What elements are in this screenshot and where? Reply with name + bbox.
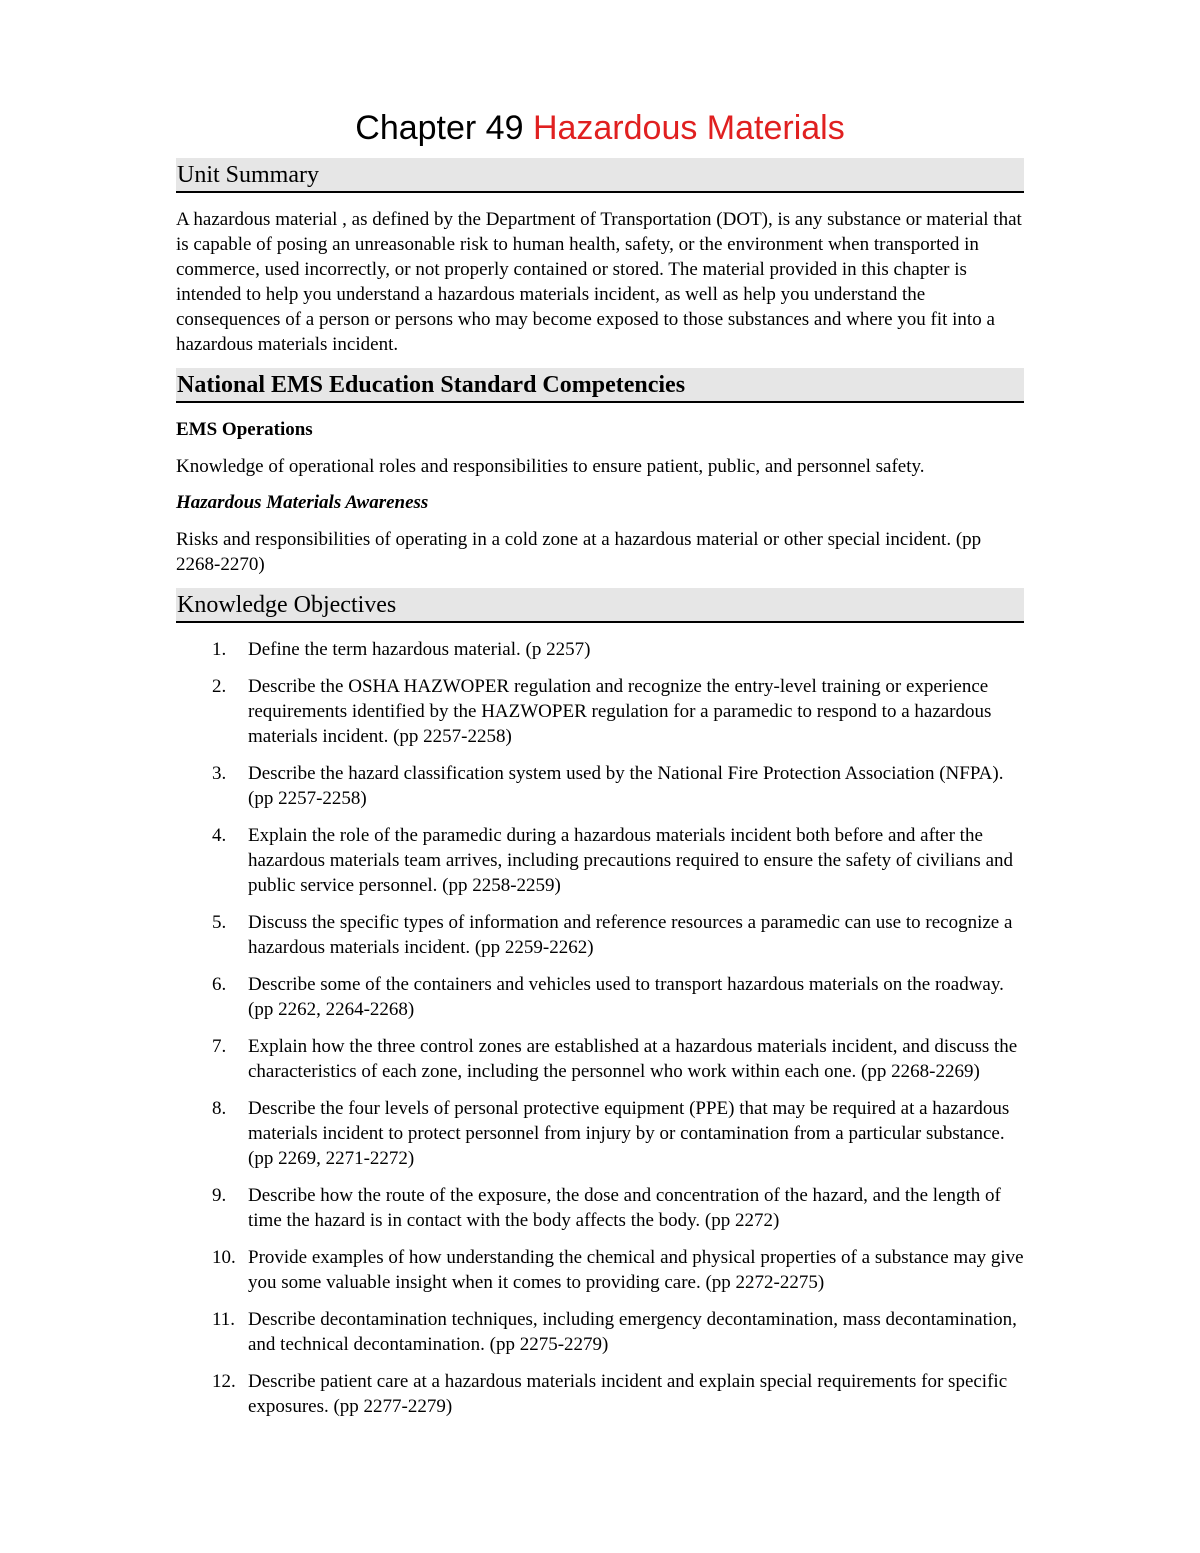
objective-number: 2.	[212, 676, 227, 697]
objective-item	[176, 823, 1024, 898]
objective-text: Provide examples of how understanding the chemical and physical properties of a substance may give you some valuable insight when it comes to providing care. (pp 2272-2275)	[248, 1247, 1024, 1293]
objective-number: 9.	[212, 1185, 227, 1206]
objective-item	[176, 1096, 1024, 1171]
objective-item	[176, 761, 1024, 811]
chapter-title-prefix: Chapter 49	[355, 109, 533, 147]
ems-operations-heading: EMS Operations	[176, 419, 313, 440]
objective-number: 5.	[212, 912, 227, 933]
chapter-title	[176, 100, 1024, 156]
objective-text: Describe patient care at a hazardous materials incident and explain special requirements for specific exposures. (pp 2277-2279)	[248, 1371, 1008, 1417]
objective-number: 8.	[212, 1098, 227, 1119]
objective-item	[176, 1245, 1024, 1295]
objective-text: Describe how the route of the exposure, the dose and concentration of the hazard, and the length of time the hazard is in contact with the body affects the body. (pp 2272)	[248, 1185, 1001, 1231]
objective-item	[176, 1307, 1024, 1357]
unit-summary-heading: Unit Summary	[176, 158, 1024, 193]
objective-item	[176, 910, 1024, 960]
objective-item	[176, 972, 1024, 1022]
knowledge-objectives-heading: Knowledge Objectives	[176, 588, 1024, 623]
objective-number: 6.	[212, 974, 227, 995]
ems-operations-text: Knowledge of operational roles and responsibilities to ensure patient, public, and personnel safety.	[176, 456, 925, 477]
objective-number: 3.	[212, 763, 227, 784]
objective-item	[176, 1369, 1024, 1419]
objective-text: Describe decontamination techniques, including emergency decontamination, mass decontamination, and technical decontamination. (pp 2275-2279)	[248, 1309, 1017, 1355]
objective-number: 1.	[212, 639, 227, 660]
chapter-title-accent: Hazardous Materials	[532, 109, 845, 147]
objective-number: 7.	[212, 1036, 227, 1057]
objective-text: Explain the role of the paramedic during a hazardous materials incident both before and after the hazardous materials team arrives, including precautions required to ensure the safety of civilians and public service personnel. (pp 2258-2259)	[248, 825, 1014, 896]
objective-text: Describe the hazard classification system used by the National Fire Protection Association (NFPA). (pp 2257-2258)	[248, 763, 1004, 809]
objective-text: Discuss the specific types of information and reference resources a paramedic can use to recognize a hazardous materials incident. (pp 2259-2262)	[248, 912, 1013, 958]
objective-text: Define the term hazardous material. (p 2257)	[248, 639, 591, 660]
competencies-heading: National EMS Education Standard Competencies	[176, 368, 1024, 403]
objective-text: Describe the OSHA HAZWOPER regulation and recognize the entry-level training or experience requirements identified by the HAZWOPER regulation for a paramedic to respond to a hazardous materials incident. (pp 2257-2258)	[248, 676, 992, 747]
objective-text: Describe the four levels of personal protective equipment (PPE) that may be required at a hazardous materials incident to protect personnel from injury by or contamination from a particular substance. (pp 2269, 2271-2272)	[248, 1098, 1010, 1169]
unit-summary-paragraph: A hazardous material , as defined by the Department of Transportation (DOT), is any substance or material that is capable of posing an unreasonable risk to human health, safety, or the environment when transported in commerce, used incorrectly, or not properly contained or stored. The material provided in this chapter is intended to help you understand a hazardous materials incident, as well as help you understand the consequences of a person or persons who may become exposed to those substances and where you fit into a hazardous materials incident.	[176, 209, 1022, 355]
objective-text: Explain how the three control zones are established at a hazardous materials incident, and discuss the characteristics of each zone, including the personnel who work within each one. (pp 2268-2269)	[248, 1036, 1018, 1082]
objective-item	[176, 674, 1024, 749]
document-page	[176, 100, 1024, 1431]
objective-number: 4.	[212, 825, 227, 846]
hazmat-awareness-heading: Hazardous Materials Awareness	[176, 492, 429, 513]
objective-number: 12.	[212, 1371, 236, 1392]
hazmat-awareness-text: Risks and responsibilities of operating in a cold zone at a hazardous material or other special incident. (pp 2268-2270)	[176, 529, 982, 575]
objective-item	[176, 1183, 1024, 1233]
knowledge-objectives-list	[176, 637, 1024, 1419]
objective-number: 11.	[212, 1309, 236, 1330]
objective-item	[176, 1034, 1024, 1084]
objective-text: Describe some of the containers and vehicles used to transport hazardous materials on the roadway. (pp 2262, 2264-2268)	[248, 974, 1004, 1020]
objective-number: 10.	[212, 1247, 236, 1268]
objective-item	[176, 637, 1024, 662]
